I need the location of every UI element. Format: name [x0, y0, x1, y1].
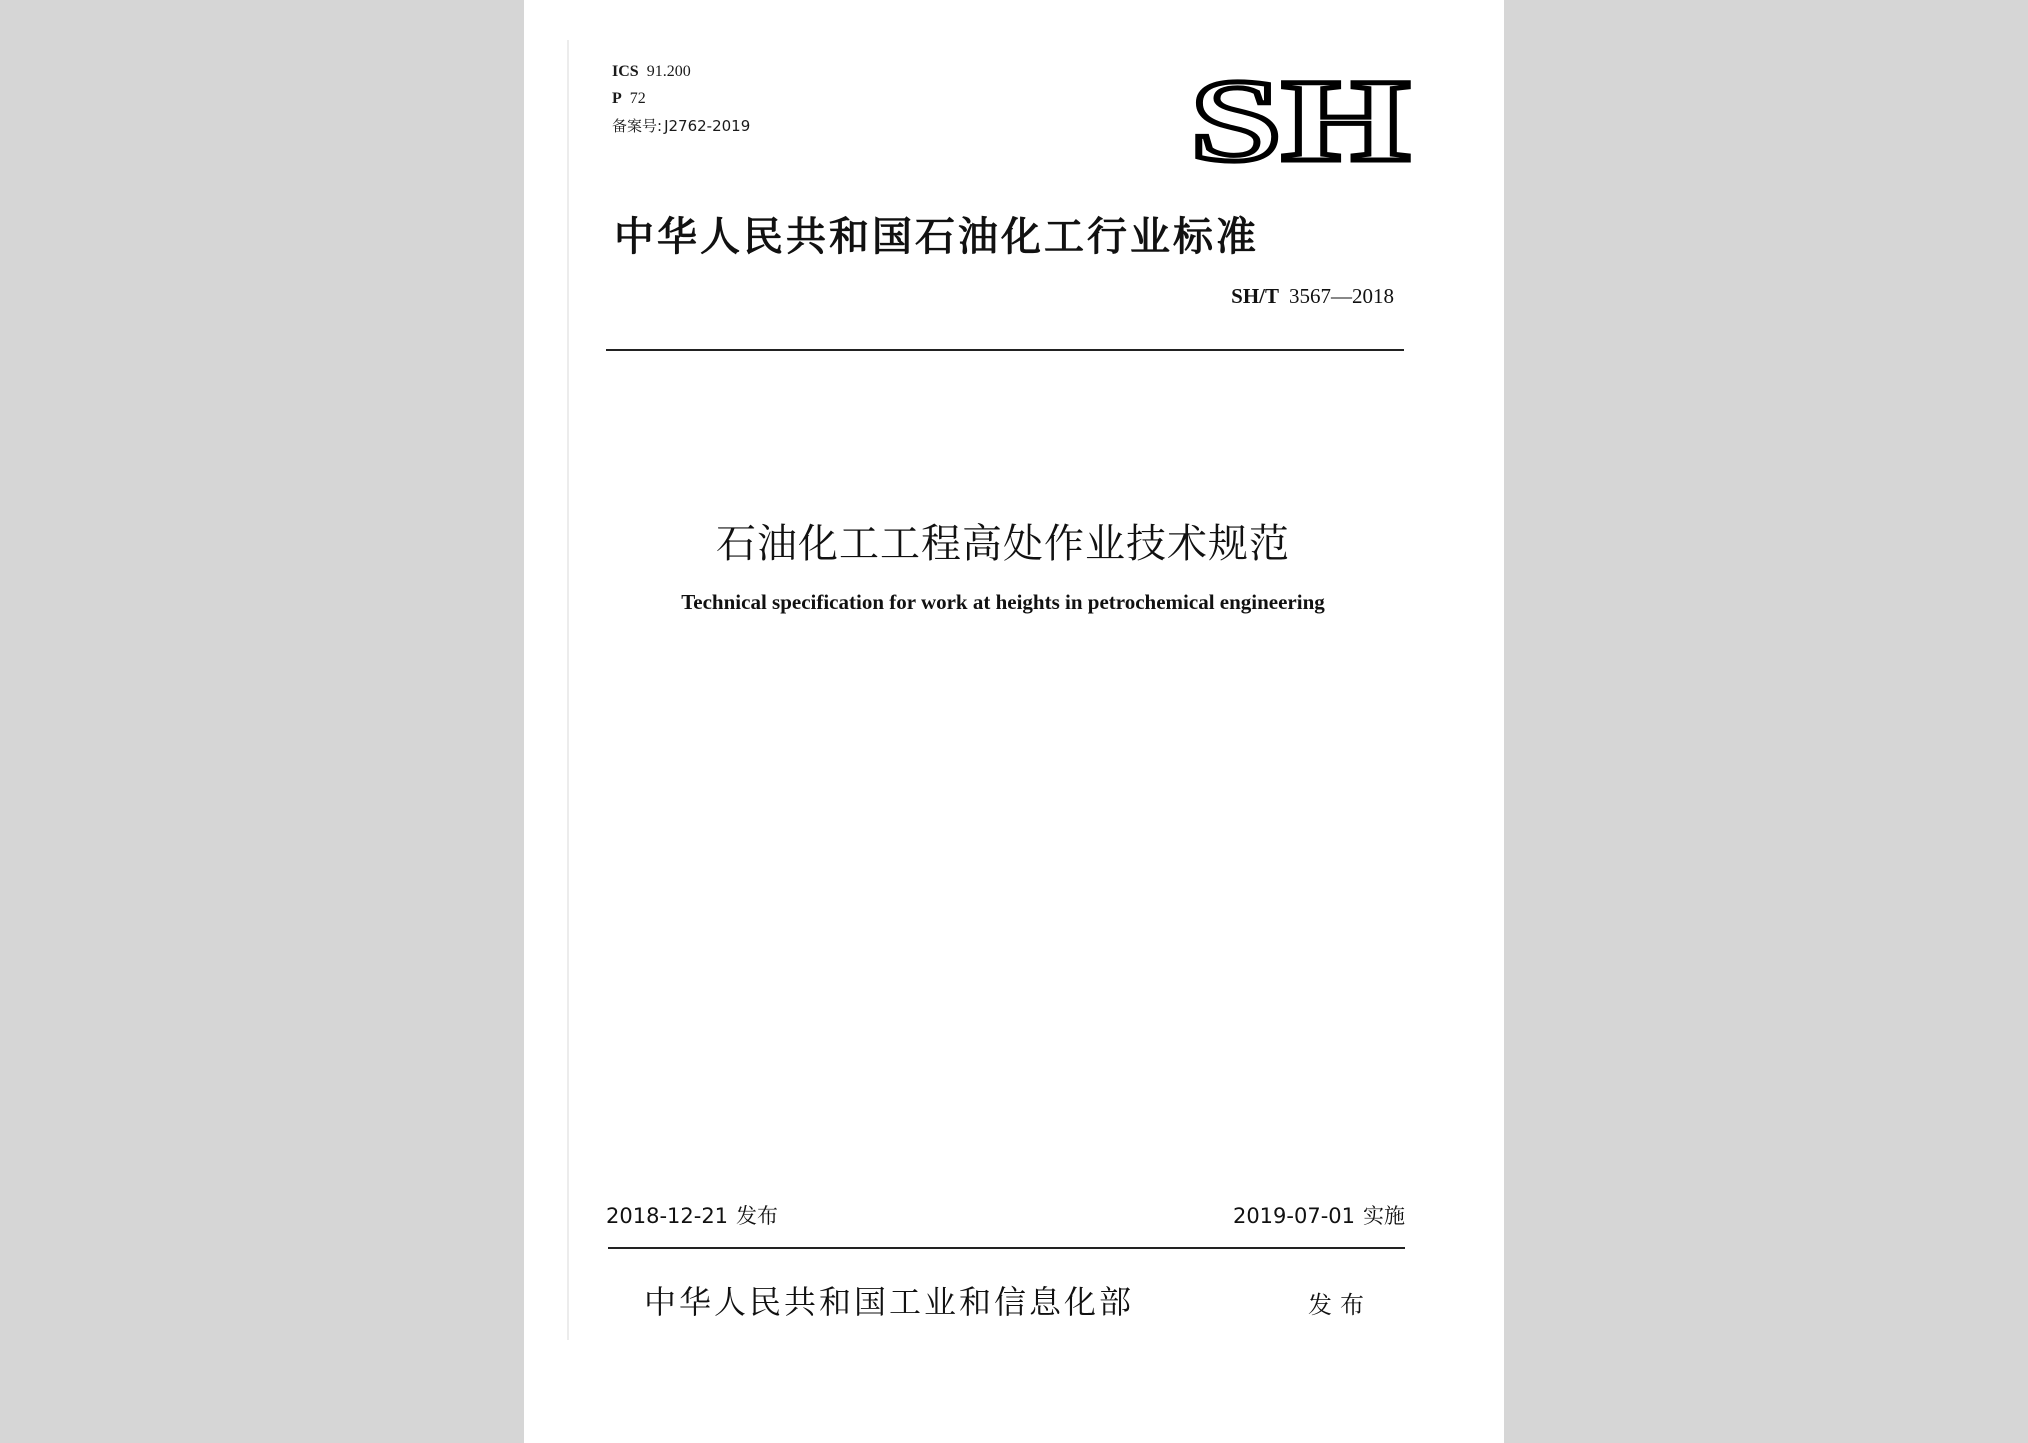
p-key: P [612, 90, 622, 107]
reg-key: 备案号: [612, 117, 663, 135]
ics-key: ICS [612, 63, 639, 80]
reg-value: J2762-2019 [664, 117, 751, 135]
issue-date-value: 2018-12-21 [606, 1204, 729, 1228]
standard-number-value: 3567—2018 [1289, 284, 1394, 308]
issue-label: 发布 [736, 1204, 779, 1228]
standard-title: 中华人民共和国石油化工行业标准 [614, 214, 1259, 260]
document-page [524, 0, 1504, 1443]
binding-line [567, 40, 569, 1340]
top-divider [606, 349, 1404, 351]
issue-date [606, 1200, 778, 1230]
registration-number [612, 116, 750, 136]
implementation-date [1233, 1200, 1405, 1230]
standard-code: SH/T [1231, 284, 1279, 308]
implementation-date-value: 2019-07-01 [1232, 1204, 1355, 1228]
classification-code [612, 89, 646, 109]
publish-label: 发布 [1308, 1291, 1372, 1319]
bottom-divider [608, 1247, 1405, 1249]
implementation-label: 实施 [1363, 1204, 1405, 1228]
document-title-english: Technical specification for work at heights in petrochemical engineering [681, 590, 1325, 614]
p-value: 72 [629, 90, 646, 107]
document-title-chinese: 石油化工工程高处作业技术规范 [716, 521, 1290, 567]
standard-number [1231, 284, 1394, 309]
ics-code [612, 62, 691, 82]
ics-value: 91.200 [646, 63, 691, 80]
publisher-name: 中华人民共和国工业和信息化部 [644, 1283, 1135, 1321]
sh-logo-text: SH [1190, 64, 1410, 174]
sh-logo [1186, 64, 1416, 174]
